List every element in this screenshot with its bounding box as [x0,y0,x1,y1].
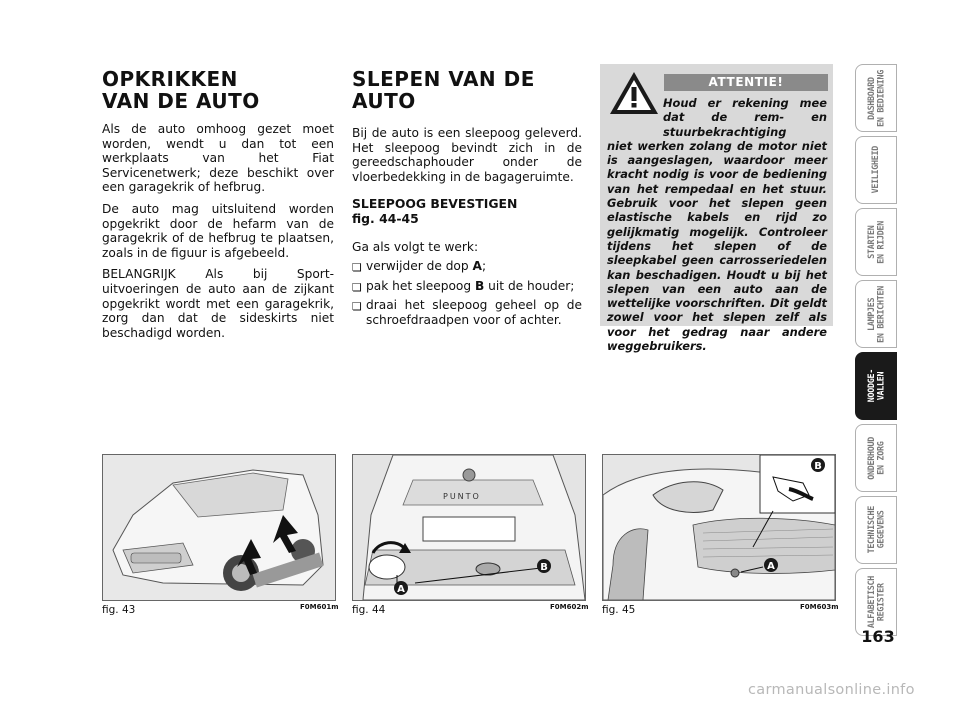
tab-index[interactable] [855,568,897,636]
figure-label: fig. 44 [352,604,386,616]
tab-label: ALFABETISCH REGISTER [865,575,885,629]
figure-44-rear-towing [352,454,586,601]
attention-box [600,64,833,354]
paragraph-important: BELANGRIJK Als bij Sport-uitvoeringen de auto aan de zijkant opgekrikt wordt met een garagekrik, zorg dan dat de sideskirts niet beschadigd worden. [102,267,334,340]
figure-45-front-towing [602,454,836,601]
paragraph: Als de auto omhoog gezet moet worden, wendt u dan tot een werkplaats van het Fiat Servicenetwerk; deze beschikt over een garagekrik of hefbrug. [102,122,334,195]
step-end: ; [481,258,487,273]
tab-warning-lights[interactable] [855,280,897,348]
checkbox-bullet-icon: ❏ [352,260,362,274]
attention-text [607,96,827,353]
tab-emergencies[interactable] [855,352,897,420]
tab-safety[interactable] [855,136,897,204]
figure-code: F0M602m [550,603,589,611]
step-end: uit de houder; [484,278,575,293]
tab-label: LAMPJES EN BERICHTEN [865,285,885,343]
marker-a-label: A [767,561,775,572]
list-item [352,298,582,327]
marker-b-label: B [814,461,822,472]
tab-label: STARTEN EN RIJDEN [865,220,885,264]
title-line-1: OPKRIKKEN [102,67,238,91]
steps-intro: Ga als volgt te werk: [352,240,479,255]
tab-maintenance[interactable] [855,424,897,492]
marker-b-label: B [540,562,548,573]
paragraph: De auto mag uitsluitend worden opgekrikt door de hefarm van de garagekrik of de hefbrug te plaatsen, zoals in de figuur is afgebeeld. [102,201,334,260]
figure-43-car-jacking [102,454,336,601]
attention-text-lead: Houd er rekening mee dat de rem- en stuurbekrachtiging [663,96,827,139]
figure-label: fig. 43 [102,604,136,616]
section-towing [352,62,582,332]
tab-dashboard[interactable] [855,64,897,132]
step-text: draai het sleepoog geheel op de schroefdraadpen voor of achter. [366,298,582,327]
front-tow-eye-illustration [603,455,835,600]
marker-a-label: A [397,584,405,595]
list-item [352,259,582,274]
page-number: 163 [861,627,895,646]
figure-code: F0M603m [800,603,839,611]
tab-label: DASHBOARD EN BEDIENING [865,69,885,127]
figure-code: F0M601m [300,603,339,611]
step-label: B [475,278,485,293]
section-title-jacking [102,68,334,112]
subtitle-line-1: SLEEPOOG BEVESTIGEN [352,196,518,212]
tab-label: TECHNISCHE GEGEVENS [865,506,885,554]
section-title-towing: SLEPEN VAN DE AUTO [352,67,535,113]
list-item [352,279,582,294]
subtitle-line-2: fig. 44-45 [352,211,419,227]
attention-title: ATTENTIE! [664,74,828,91]
rear-tow-eye-illustration [353,455,585,600]
tab-label: ONDERHOUD EN ZORG [865,436,885,480]
subsection-title [352,196,582,226]
tab-label: VEILIGHEID [870,146,881,194]
attention-text-rest: niet werken zolang de motor niet is aangeslagen, waardoor meer kracht nodig is voor de bediening van het rempedaal en het stuur. Gebruik voor het slepen geen elastische kabels en rijd zo gelijkmatig mogelijk. Controleer tijdens het slepen of de sleepkabel geen carrosseriedelen kan beschadigen. Houdt u bij het slepen van een auto aan de wettelijke voorschriften. Dit geldt zowel voor het slepen zelf als voor het gedrag naar andere weggebruikers. [607,138,827,354]
car-jacking-illustration [103,455,335,600]
tab-label: NOODGE- VALLEN [865,369,885,403]
section-jacking [102,62,334,347]
step-text: pak het sleepoog [366,278,476,293]
step-text: verwijder de dop [366,258,473,273]
watermark: carmanualsonline.info [748,682,915,698]
step-label: A [472,258,482,273]
checkbox-bullet-icon: ❏ [352,300,362,314]
paragraph: Bij de auto is een sleepoog geleverd. Het sleepoog bevindt zich in de gereedschaphouder onder de vloerbedekking in de bagageruimte. [352,126,582,184]
title-line-2: VAN DE AUTO [102,89,260,113]
figure-label: fig. 45 [602,604,636,616]
tab-technical-data[interactable] [855,496,897,564]
steps-list [352,259,582,327]
checkbox-bullet-icon: ❏ [352,280,362,294]
brand-badge: PUNTO [443,492,481,501]
tab-starting[interactable] [855,208,897,276]
